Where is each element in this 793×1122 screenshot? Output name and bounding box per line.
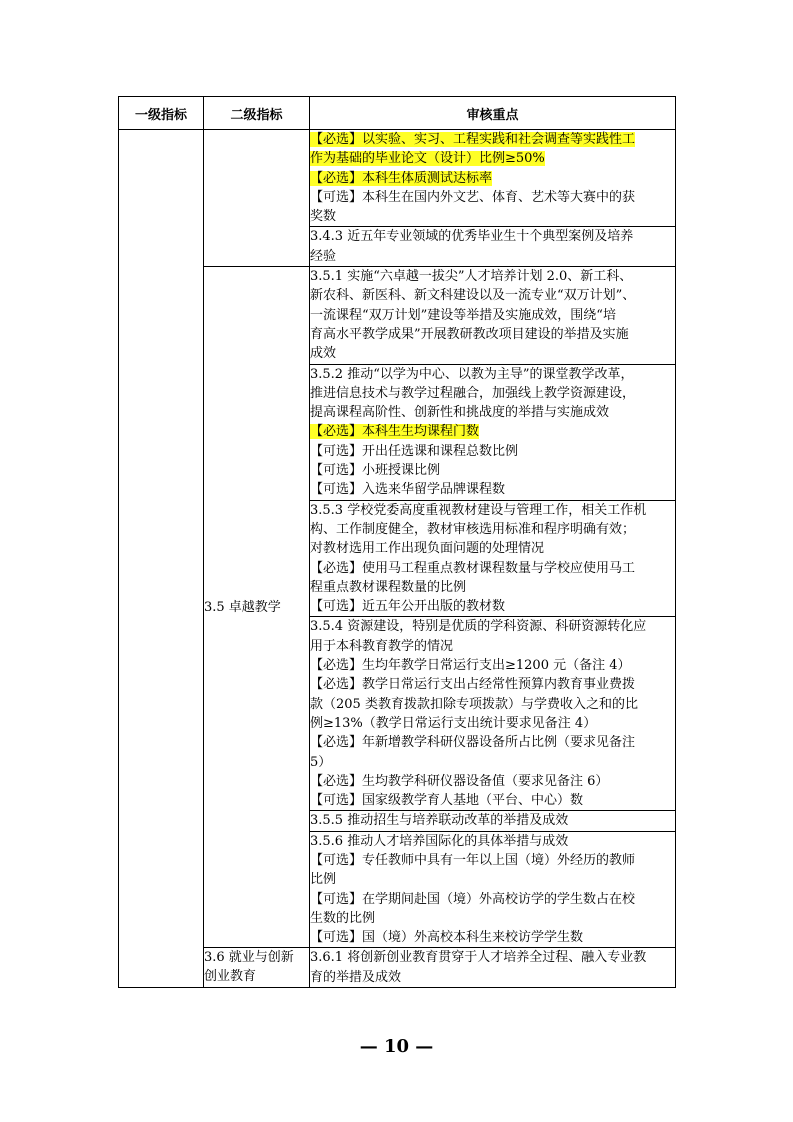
line-text: 3.4.3 近五年专业领域的优秀毕业生十个典型案例及培养: [310, 229, 634, 245]
line-text: 程重点教材课程数量的比例: [310, 579, 467, 595]
text-line: [310, 461, 675, 480]
text-line: [310, 207, 675, 226]
line-text: 【必选】以实验、实习、工程实践和社会调查等实践性工: [310, 132, 636, 147]
line-text: 【必选】教学日常运行支出占经常性预算内教育事业费拨: [310, 677, 636, 693]
level1-cell: [119, 130, 204, 988]
line-text: 【可选】小班授课比例: [310, 463, 441, 479]
line-text: 对教材选用工作出现负面问题的处理情况: [310, 541, 545, 557]
line-text: 比例: [310, 872, 337, 888]
line-text: 【必选】生均教学科研仪器设备值（要求见备注 6）: [310, 773, 609, 789]
line-text: 作为基础的毕业论文（设计）比例≥50%: [310, 151, 545, 167]
line-text: 3.5.4 资源建设，特别是优质的学科资源、科研资源转化应: [310, 619, 647, 635]
text-line: [310, 325, 675, 344]
line-text: 育高水平教学成果”开展教研教改项目建设的举措及实施: [310, 326, 629, 342]
text-line: [310, 501, 675, 520]
line-text: 推进信息技术与教学过程融合，加强线上教学资源建设，: [310, 385, 636, 401]
text-line: [310, 968, 675, 987]
line-text: 【可选】本科生在国内外文艺、体育、艺术等大赛中的获: [310, 189, 636, 205]
text-line: [310, 870, 675, 889]
line-text: 【可选】在学期间赴国（境）外高校访学的学生数占在校: [310, 891, 636, 907]
focus-cell: [310, 130, 676, 227]
line-text: 【可选】专任教师中具有一年以上国（境）外经历的教师: [310, 852, 636, 868]
line-text: 3.5.1 实施“六卓越一拔尖”人才培养计划 2.0、新工科、: [310, 269, 633, 285]
text-line: [310, 928, 675, 947]
text-line: [310, 714, 675, 733]
line-text: 经验: [310, 248, 337, 264]
focus-cell: [310, 831, 676, 948]
text-line: [310, 442, 675, 461]
text-line: [310, 617, 675, 636]
level2-label-line: 3.6 就业与创新: [204, 950, 294, 966]
text-line: [310, 559, 675, 578]
text-line: [310, 851, 675, 870]
text-line: [310, 695, 675, 714]
text-line: [310, 344, 675, 363]
line-text: 【必选】本科生生均课程门数: [310, 424, 480, 440]
line-text: 【可选】入选来华留学品牌课程数: [310, 482, 506, 498]
line-text: 【必选】年新增教学科研仪器设备所占比例（要求见备注: [310, 735, 636, 751]
line-text: 新农科、新医科、新文科建设以及一流专业“双万计划”、: [310, 288, 636, 304]
line-text: 构、工作制度健全，教材审核选用标准和程序明确有效；: [310, 521, 636, 537]
level2-cell-employment: [204, 948, 310, 988]
header-level1: 一级指标: [119, 97, 204, 130]
line-text: 3.5.5 推动招生与培养联动改革的举措及成效: [310, 813, 569, 829]
text-line: [310, 948, 675, 967]
line-text: 例≥13%（教学日常运行支出统计要求见备注 4）: [310, 715, 597, 731]
focus-cell: [310, 227, 676, 267]
text-line: [310, 384, 675, 403]
line-text: 3.5.2 推动“以学为中心、以教为主导”的课堂教学改革，: [310, 366, 634, 382]
line-text: 【可选】国家级教学育人基地（平台、中心）数: [310, 793, 584, 809]
line-text: 育的举措及成效: [310, 969, 402, 985]
level2-label-line: 创业教育: [204, 969, 257, 985]
line-text: 【可选】近五年公开出版的教材数: [310, 599, 506, 615]
text-line: [310, 753, 675, 772]
text-line: [310, 791, 675, 810]
line-text: 用于本科教育教学的情况: [310, 638, 454, 654]
highlighted-line: [310, 130, 675, 149]
line-text: 提高课程高阶性、创新性和挑战度的举措与实施成效: [310, 405, 610, 421]
line-text: 奖数: [310, 209, 337, 225]
level2-cell-excellent-teaching: [204, 267, 310, 948]
text-line: [310, 480, 675, 499]
line-text: 3.5.6 推动人才培养国际化的具体举措与成效: [310, 833, 569, 849]
text-line: [310, 188, 675, 207]
text-line: [310, 597, 675, 616]
text-line: [310, 772, 675, 791]
line-text: 【可选】开出任选课和课程总数比例: [310, 443, 519, 459]
text-line: [310, 909, 675, 928]
text-line: [310, 539, 675, 558]
text-line: [310, 656, 675, 675]
text-line: [310, 227, 675, 246]
highlighted-line: [310, 169, 675, 188]
line-text: 5）: [310, 754, 332, 770]
page-number: — 10 —: [359, 1036, 434, 1057]
highlighted-line: [310, 149, 675, 168]
line-text: 生数的比例: [310, 910, 376, 926]
level2-cell-empty: [204, 130, 310, 267]
table-row: [119, 130, 676, 227]
table-body: [119, 130, 676, 988]
text-line: [310, 286, 675, 305]
text-line: [310, 832, 675, 851]
focus-cell: [310, 364, 676, 500]
text-line: [310, 267, 675, 286]
line-text: 【可选】国（境）外高校本科生来校访学学生数: [310, 930, 584, 946]
text-line: [310, 306, 675, 325]
text-line: [310, 675, 675, 694]
text-line: [310, 811, 675, 830]
header-focus: 审核重点: [310, 97, 676, 130]
text-line: [310, 520, 675, 539]
text-line: [310, 890, 675, 909]
text-line: [310, 403, 675, 422]
line-text: 一流课程“双万计划”建设等举措及实施成效，围绕“培: [310, 307, 616, 323]
line-text: 【必选】使用马工程重点教材课程数量与学校应使用马工: [310, 560, 636, 576]
line-text: 成效: [310, 346, 337, 362]
text-line: [310, 637, 675, 656]
focus-cell: [310, 948, 676, 988]
line-text: 【必选】本科生体质测试达标率: [310, 170, 493, 186]
line-text: 3.5.3 学校党委高度重视教材建设与管理工作，相关工作机: [310, 502, 647, 518]
highlighted-line: [310, 422, 675, 441]
text-line: [310, 365, 675, 384]
text-line: [310, 247, 675, 266]
text-line: [310, 733, 675, 752]
header-level2: 二级指标: [204, 97, 310, 130]
table-header-row: [119, 97, 676, 130]
focus-cell: [310, 267, 676, 364]
line-text: 【必选】生均年教学日常运行支出≥1200 元（备注 4）: [310, 658, 631, 674]
review-table: [118, 96, 676, 988]
focus-cell: [310, 617, 676, 811]
line-text: 款（205 类教育拨款扣除专项拨款）与学费收入之和的比: [310, 696, 638, 712]
level2-label: 3.5 卓越教学: [204, 599, 281, 615]
focus-cell: [310, 500, 676, 617]
focus-cell: [310, 811, 676, 831]
text-line: [310, 578, 675, 597]
line-text: 3.6.1 将创新创业教育贯穿于人才培养全过程、融入专业教: [310, 950, 647, 966]
